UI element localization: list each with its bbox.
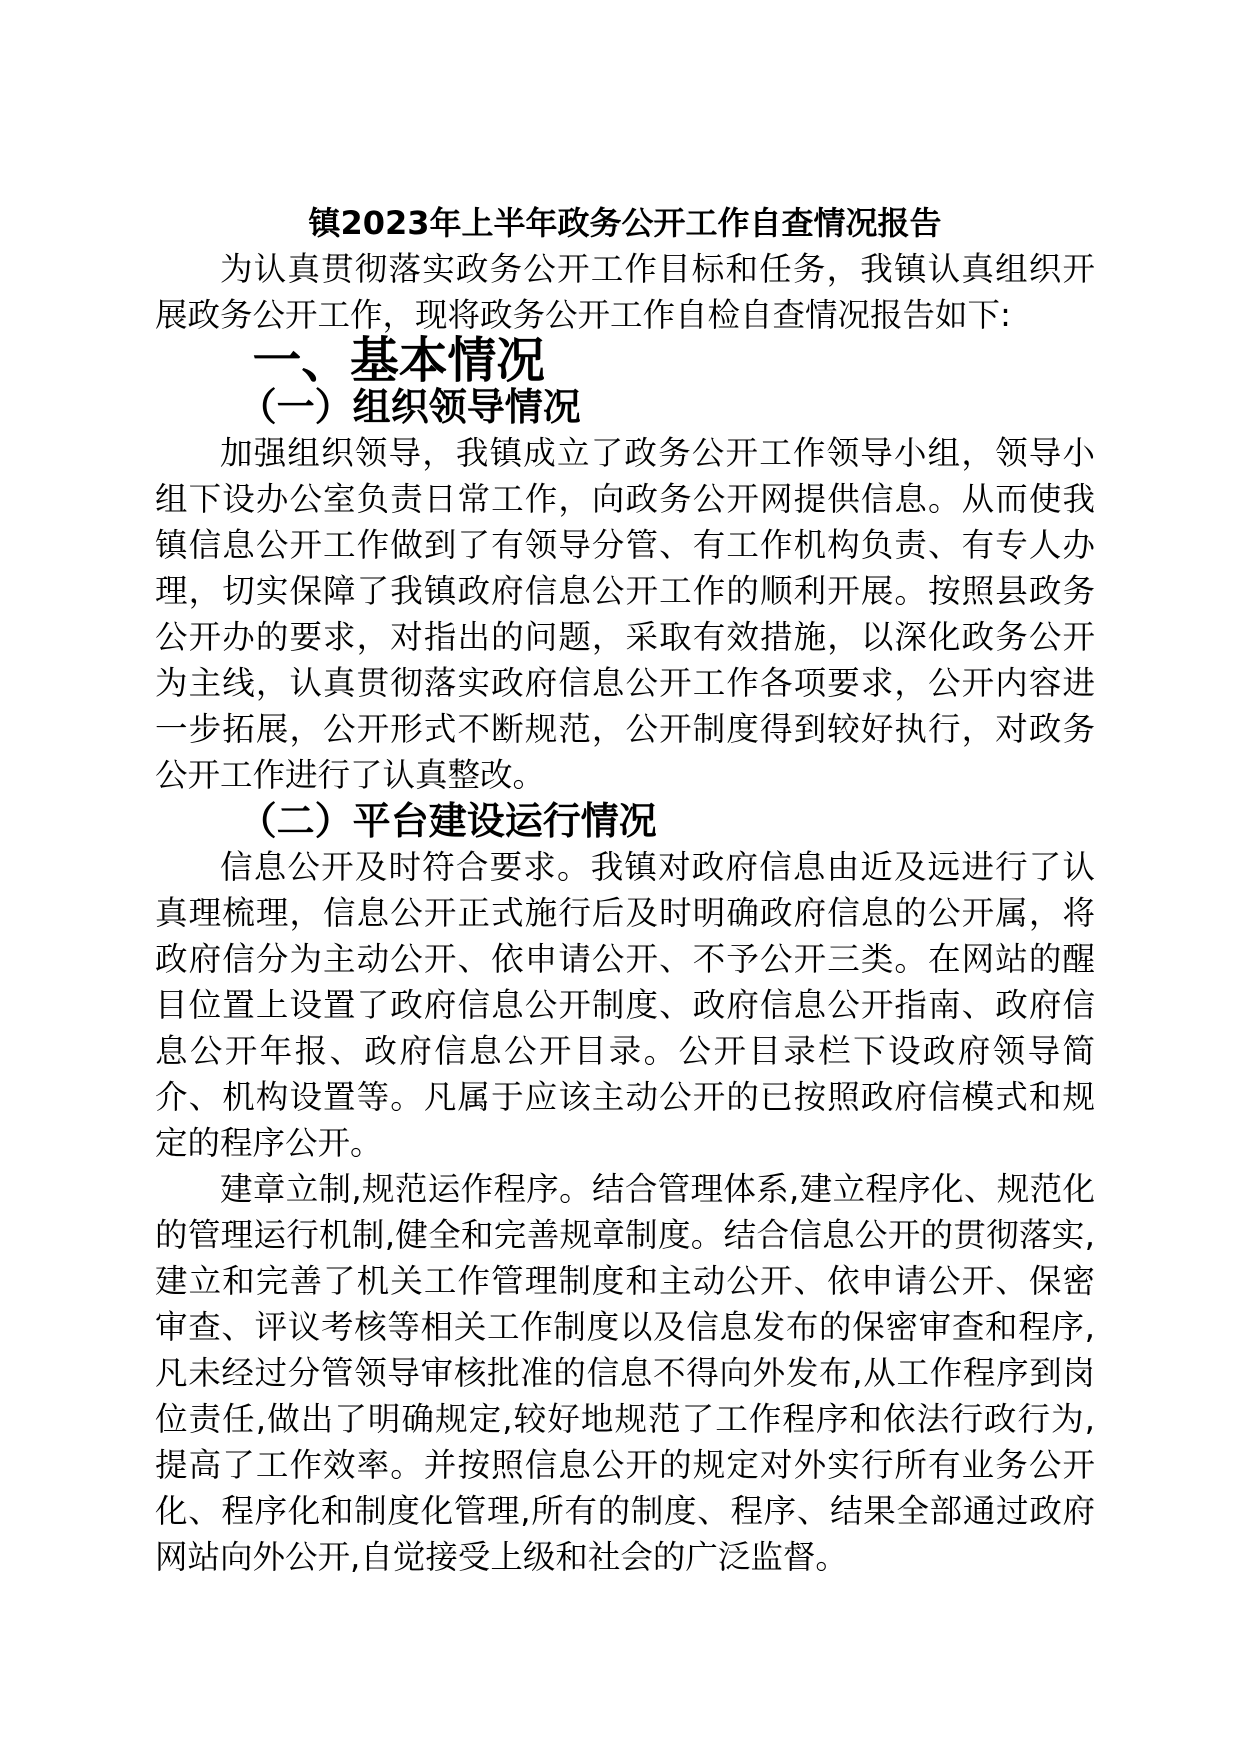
subsection-heading-platform: （二）平台建设运行情况	[238, 799, 657, 843]
leadership-paragraph: 加强组织领导，我镇成立了政务公开工作领导小组，领导小组下设办公室负责日常工作，向政务公开网提供信息。从而使我镇信息公开工作做到了有领导分管、有工作机构负责、有专人办理，切实保障了我镇政府信息公开工作的顺利开展。按照县政务公开办的要求，对指出的问题，采取有效措施，以深化政务公开为主线，认真贯彻落实政府信息公开工作各项要求，公开内容进一步拓展，公开形式不断规范，公开制度得到较好执行，对政务公开工作进行了认真整改。	[155, 434, 1095, 794]
platform-paragraph-1: 信息公开及时符合要求。我镇对政府信息由近及远进行了认真理梳理，信息公开正式施行后及时明确政府信息的公开属，将政府信分为主动公开、依申请公开、不予公开三类。在网站的醒目位置上设置了政府信息公开制度、政府信息公开指南、政府信息公开年报、政府信息公开目录。公开目录栏下设政府领导简介、机构设置等。凡属于应该主动公开的已按照政府信模式和规定的程序公开。	[155, 848, 1095, 1162]
platform-paragraph-2: 建章立制,规范运作程序。结合管理体系,建立程序化、规范化的管理运行机制,健全和完善规章制度。结合信息公开的贯彻落实,建立和完善了机关工作管理制度和主动公开、依申请公开、保密审查、评议考核等相关工作制度以及信息发布的保密审查和程序,凡未经过分管领导审核批准的信息不得向外发布,从工作程序到岗位责任,做出了明确规定,较好地规范了工作程序和依法行政行为,提高了工作效率。并按照信息公开的规定对外实行所有业务公开化、程序化和制度化管理,所有的制度、程序、结果全部通过政府网站向外公开,自觉接受上级和社会的广泛监督。	[155, 1170, 1095, 1576]
subsection-heading-leadership: （一）组织领导情况	[238, 385, 581, 429]
document-title: 镇2023年上半年政务公开工作自查情况报告	[308, 204, 942, 242]
document-body	[155, 200, 1095, 1580]
section-heading-basic-situation: 一、基本情况	[252, 333, 545, 389]
intro-paragraph: 为认真贯彻落实政务公开工作目标和任务，我镇认真组织开展政务公开工作，现将政务公开工作自检自查情况报告如下:	[155, 250, 1095, 334]
